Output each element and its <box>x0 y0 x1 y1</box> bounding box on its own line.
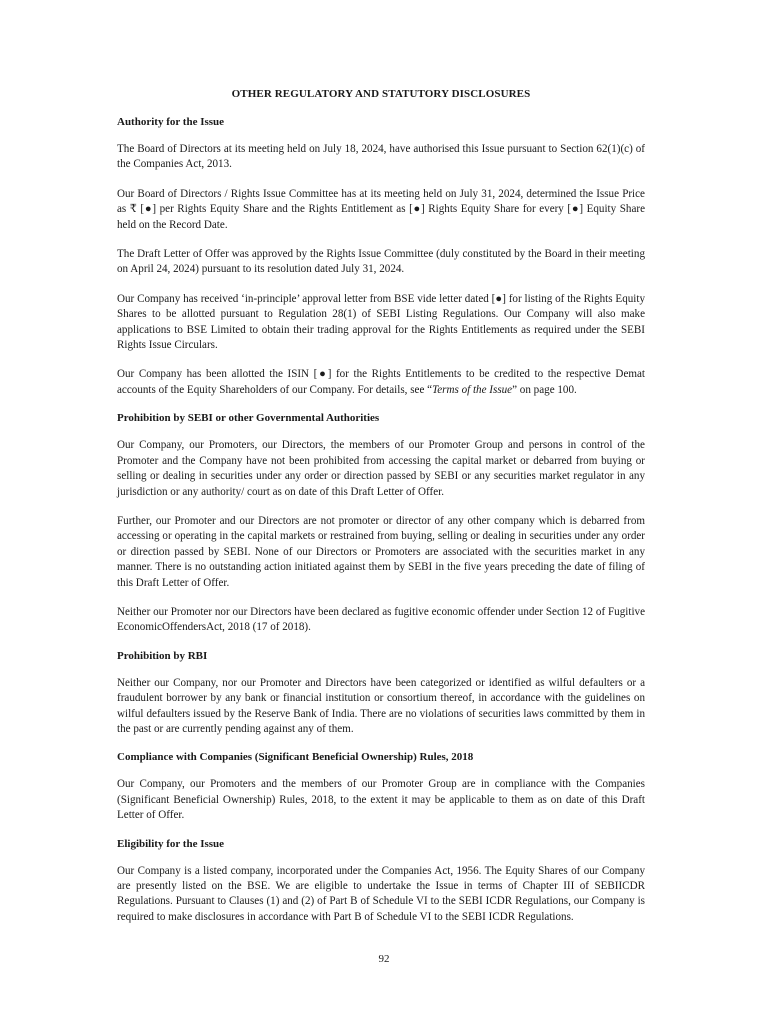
section-heading-eligibility: Eligibility for the Issue <box>117 837 225 850</box>
paragraph: Our Company is a listed company, incorporated under the Companies Act, 1956. The Equity Shares of our Company are presently listed on the BSE. We are eligible to undertake the Issue in terms of Chapter III of SEBIICDR Regulations. Pursuant to Clauses (1) and (2) of Part B of Schedule VI to the SEBI ICDR Regulations, our Company is required to make disclosures in accordance with Part B of Schedule VI to the SEBI ICDR Regulations. <box>117 864 645 923</box>
paragraph-isin <box>117 367 645 398</box>
section-heading-prohibition-sebi: Prohibition by SEBI or other Governmental Authorities <box>117 412 380 425</box>
isin-text-before: Our Company has been allotted the ISIN [●] for the Rights Entitlements to be credited to the respective Demat accounts of the Equity Shareholders of our Company. For details, see “ <box>117 368 645 396</box>
document-page <box>117 88 645 939</box>
paragraph: Neither our Promoter nor our Directors have been declared as fugitive economic offender under Section 12 of Fugitive EconomicOffendersAct, 2018 (17 of 2018). <box>117 605 645 634</box>
paragraph: Neither our Company, nor our Promoter and Directors have been categorized or identified as wilful defaulters or a fraudulent borrower by any bank or financial institution or consortium thereof, in accordance with the guidelines on wilful defaulters issued by the Reserve Bank of India. There are no violations of securities laws committed by them in the past or are currently pending against any of them. <box>117 676 645 735</box>
paragraph: Our Company, our Promoters, our Directors, the members of our Promoter Group and persons in control of the Promoter and the Company have not been prohibited from accessing the capital market or debarred from buying or selling or dealing in securities under any order or direction passed by SEBI or any securities market regulator in any jurisdiction or any authority/ court as on date of this Draft Letter of Offer. <box>117 439 645 498</box>
paragraph: Further, our Promoter and our Directors are not promoter or director of any other company which is debarred from accessing or operating in the capital markets or restrained from buying, selling or dealing in securities under any order or direction passed by SEBI. None of our Directors or Promoters are associated with the securities market in any manner. There is no outstanding action initiated against them by SEBI in the five years preceding the date of filing of this Draft Letter of Offer. <box>117 514 645 589</box>
paragraph: Our Board of Directors / Rights Issue Committee has at its meeting held on July 31, 2024, determined the Issue Price as ₹ [●] per Rights Equity Share and the Rights Entitlement as [●] Rights Equity Share for every [●] Equity Share held on the Record Date. <box>117 187 645 231</box>
section-heading-prohibition-rbi: Prohibition by RBI <box>117 649 208 662</box>
section-heading-authority: Authority for the Issue <box>117 116 225 128</box>
paragraph: The Draft Letter of Offer was approved by the Rights Issue Committee (duly constituted by the Board in their meeting on April 24, 2024) pursuant to its resolution dated July 31, 2024. <box>117 248 645 276</box>
isin-text-after: ” on page 100. <box>512 383 577 396</box>
document-title: OTHER REGULATORY AND STATUTORY DISCLOSURES <box>231 88 531 100</box>
section-heading-compliance-sbo: Compliance with Companies (Significant Beneficial Ownership) Rules, 2018 <box>117 751 474 764</box>
paragraph: The Board of Directors at its meeting held on July 18, 2024, have authorised this Issue pursuant to Section 62(1)(c) of the Companies Act, 2013. <box>117 143 645 171</box>
page-number: 92 <box>378 953 390 965</box>
terms-of-issue-reference: Terms of the Issue <box>432 383 513 396</box>
paragraph: Our Company, our Promoters and the members of our Promoter Group are in compliance with the Companies (Significant Beneficial Ownership) Rules, 2018, to the extent it may be applicable to them as on date of this Draft Letter of Offer. <box>117 778 645 822</box>
paragraph: Our Company has received ‘in-principle’ approval letter from BSE vide letter dated [●] for listing of the Rights Equity Shares to be allotted pursuant to Regulation 28(1) of SEBI Listing Regulations. Our Company will also make applications to BSE Limited to obtain their trading approval for the Rights Entitlements as required under the SEBI Rights Issue Circulars. <box>117 292 645 352</box>
